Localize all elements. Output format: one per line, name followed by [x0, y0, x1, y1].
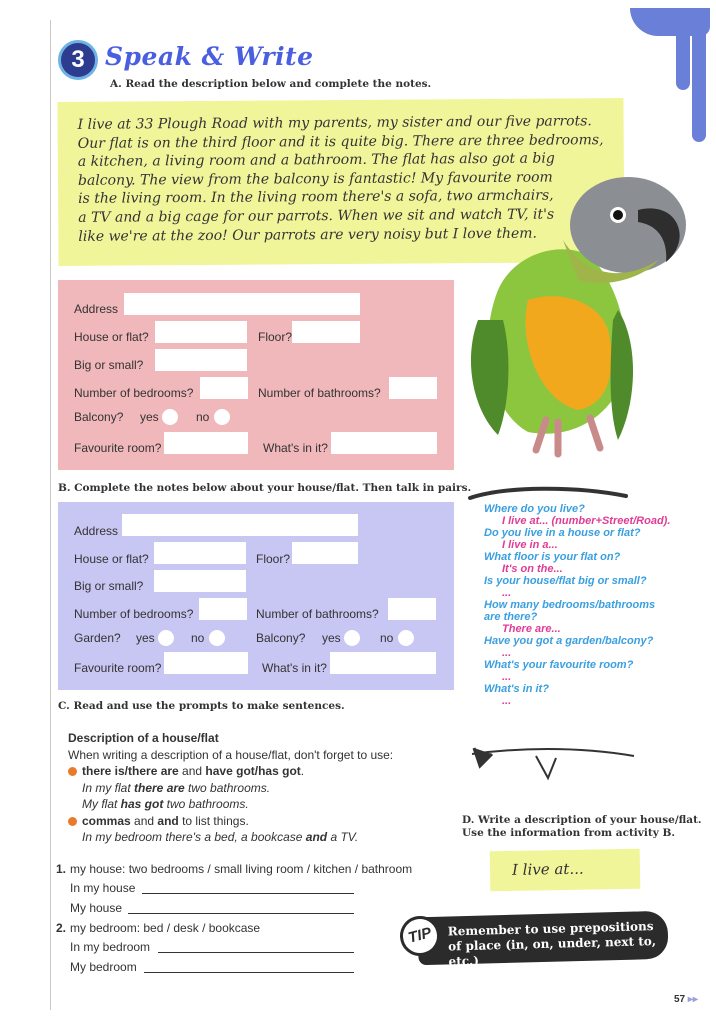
yes-label: yes [136, 631, 155, 645]
prompt-question: Where do you live? [484, 503, 585, 515]
garden-no-radio[interactable] [209, 630, 225, 646]
favourite-room-input[interactable] [164, 652, 248, 674]
no-label: no [380, 631, 394, 645]
answer-line[interactable] [158, 952, 354, 953]
text: to list things. [178, 813, 249, 828]
answer-line[interactable] [128, 913, 354, 914]
answer-line[interactable] [142, 893, 354, 894]
prompt-answer: I live in a... [502, 539, 558, 551]
yes-label: yes [140, 410, 159, 424]
prompt-question: Do you live in a house or flat? [484, 527, 641, 539]
sentence-start: In my bedroom [70, 940, 151, 954]
text: a TV. [327, 830, 359, 844]
text: and [130, 813, 158, 828]
yes-label: yes [322, 631, 341, 645]
grammar-box [68, 730, 428, 846]
whats-in-it-input[interactable] [331, 432, 437, 454]
tip-banner [417, 911, 668, 969]
bathrooms-label: Number of bathrooms? [256, 607, 379, 621]
prompt-question: What floor is your flat on? [484, 551, 621, 563]
grammar-box-title: Description of a house/flat [68, 731, 219, 745]
whats-in-it-input[interactable] [330, 652, 436, 674]
sentence-start: My house [70, 901, 123, 915]
page-number [674, 994, 698, 1005]
text-line: a TV and a big cage for our parrots. When we sit and watch TV, it's [78, 206, 555, 226]
whats-in-it-label: What's in it? [262, 661, 327, 675]
bathrooms-label: Number of bathrooms? [258, 386, 381, 400]
text-line: balcony. The view from the balcony is fantastic! My favourite room [77, 169, 553, 189]
keyword: and [157, 813, 179, 828]
floor-input[interactable] [292, 321, 360, 343]
prompt-answer: ... [502, 587, 512, 599]
speech-prompts [484, 503, 684, 707]
grammar-bullet [68, 813, 428, 830]
floor-label: Floor? [258, 330, 293, 344]
balcony-label: Balcony? [256, 631, 306, 645]
prompt-answer: It's on the... [502, 563, 563, 575]
no-label: no [191, 631, 205, 645]
paint-drip-decoration [676, 30, 690, 90]
text: two bathrooms. [163, 797, 249, 811]
instruction-b: B. Complete the notes below about your house/flat. Then talk in pairs. [58, 482, 472, 494]
prompt-answer: There are... [502, 623, 561, 635]
example-line [68, 796, 428, 813]
text: In my flat [82, 780, 135, 795]
grammar-bullet [68, 763, 428, 780]
grammar-intro: When writing a description of a house/flat, don't forget to use: [68, 747, 394, 762]
bullet-icon [68, 767, 77, 776]
prompt-answer: ... [502, 671, 512, 683]
prompt-answer: ... [502, 695, 512, 707]
tip-text: Remember to use prepositions [447, 919, 654, 939]
address-input[interactable] [122, 514, 358, 536]
prompt-question: What's your favourite room? [484, 659, 634, 671]
house-or-flat-input[interactable] [154, 542, 246, 564]
prompt-question: How many bedrooms/bathrooms [484, 599, 656, 611]
big-or-small-label: Big or small? [74, 358, 144, 372]
keyword: has got [120, 797, 164, 811]
item-number: 1. [56, 862, 67, 876]
balcony-yes-radio[interactable] [162, 409, 178, 425]
item-number: 2. [56, 921, 67, 935]
bedrooms-input[interactable] [199, 598, 247, 620]
favourite-room-label: Favourite room? [74, 441, 162, 455]
text-line: a kitchen, a living room and a bathroom. The flat has also got a big [77, 150, 555, 171]
address-label: Address [74, 524, 119, 538]
text: My flat [82, 797, 121, 811]
section-number-badge: 3 [58, 40, 98, 80]
page-margin-line [50, 20, 51, 1010]
page-number-value: 57 [674, 994, 686, 1005]
text-line: I live at 33 Plough Road with my parents, my sister and our five parrots. [77, 113, 592, 133]
floor-input[interactable] [292, 542, 358, 564]
bedrooms-label: Number of bedrooms? [74, 607, 194, 621]
text-line: like we're at the zoo! Our parrots are very noisy but I love them. [78, 225, 537, 245]
tip-badge: TIP [396, 912, 445, 961]
keyword: there is/there are [82, 764, 179, 778]
prompt-question: What's in it? [484, 683, 549, 695]
balcony-yes-radio[interactable] [344, 630, 360, 646]
exercise-prompt: my bedroom: bed / desk / bookcase [70, 921, 261, 935]
big-or-small-input[interactable] [155, 349, 247, 371]
favourite-room-label: Favourite room? [74, 661, 162, 675]
paint-drip-decoration [692, 30, 706, 142]
bathrooms-input[interactable] [389, 377, 437, 399]
writing-starter-note: I live at... [490, 849, 641, 892]
house-or-flat-label: House or flat? [74, 552, 149, 566]
keyword: and [305, 830, 328, 844]
answer-line[interactable] [144, 972, 354, 973]
no-label: no [196, 410, 210, 424]
house-or-flat-label: House or flat? [74, 330, 149, 344]
balcony-no-radio[interactable] [398, 630, 414, 646]
text-line: Our flat is on the third floor and it is quite big. There are three bedrooms, [77, 131, 604, 152]
instruction-a: A. Read the description below and complete the notes. [110, 78, 432, 90]
bullet-icon [68, 817, 77, 826]
bedrooms-input[interactable] [200, 377, 248, 399]
keyword: there are [134, 780, 185, 795]
garden-yes-radio[interactable] [158, 630, 174, 646]
favourite-room-input[interactable] [164, 432, 248, 454]
keyword: commas [82, 813, 131, 828]
page-title: Speak & Write [105, 42, 314, 71]
address-label: Address [74, 302, 119, 316]
sentence-start: In my house [70, 881, 136, 895]
instruction-d: D. Write a description of your house/flat. [462, 814, 702, 826]
big-or-small-label: Big or small? [74, 579, 144, 593]
balcony-no-radio[interactable] [214, 409, 230, 425]
text-line: is the living room. In the living room there's a sofa, two armchairs, [78, 187, 554, 208]
text: . [300, 764, 305, 778]
text: two bathrooms. [184, 780, 271, 795]
notes-form-a [58, 280, 454, 470]
notes-form-b [58, 502, 454, 690]
address-input[interactable] [124, 293, 360, 315]
instruction-c: C. Read and use the prompts to make sentences. [58, 700, 345, 712]
floor-label: Floor? [256, 552, 291, 566]
big-or-small-input[interactable] [154, 570, 246, 592]
exercise-prompt: my house: two bedrooms / small living room / kitchen / bathroom [70, 862, 413, 876]
example-line [68, 780, 428, 797]
house-or-flat-input[interactable] [155, 321, 247, 343]
tip-text: of place (in, on, under, next to, etc.) [448, 934, 657, 969]
prompt-question: Is your house/flat big or small? [484, 575, 647, 587]
bathrooms-input[interactable] [388, 598, 436, 620]
whats-in-it-label: What's in it? [263, 441, 328, 455]
balcony-label: Balcony? [74, 410, 124, 424]
text: In my bedroom there's a bed, a bookcase [82, 830, 306, 844]
example-line [68, 829, 428, 846]
parrot-illustration [468, 170, 700, 470]
prompt-answer: I live at... (number+Street/Road). [502, 515, 671, 527]
next-arrows-icon: ▸▸ [687, 994, 698, 1005]
prompt-answer: ... [502, 647, 512, 659]
text: and [178, 764, 206, 778]
bedrooms-label: Number of bedrooms? [74, 386, 194, 400]
prompt-question: Have you got a garden/balcony? [484, 635, 654, 647]
keyword: have got/has got [205, 764, 301, 778]
prompt-question: are there? [484, 611, 538, 623]
sentence-start: My bedroom [70, 960, 137, 974]
instruction-d: Use the information from activity B. [462, 827, 676, 839]
garden-label: Garden? [74, 631, 121, 645]
